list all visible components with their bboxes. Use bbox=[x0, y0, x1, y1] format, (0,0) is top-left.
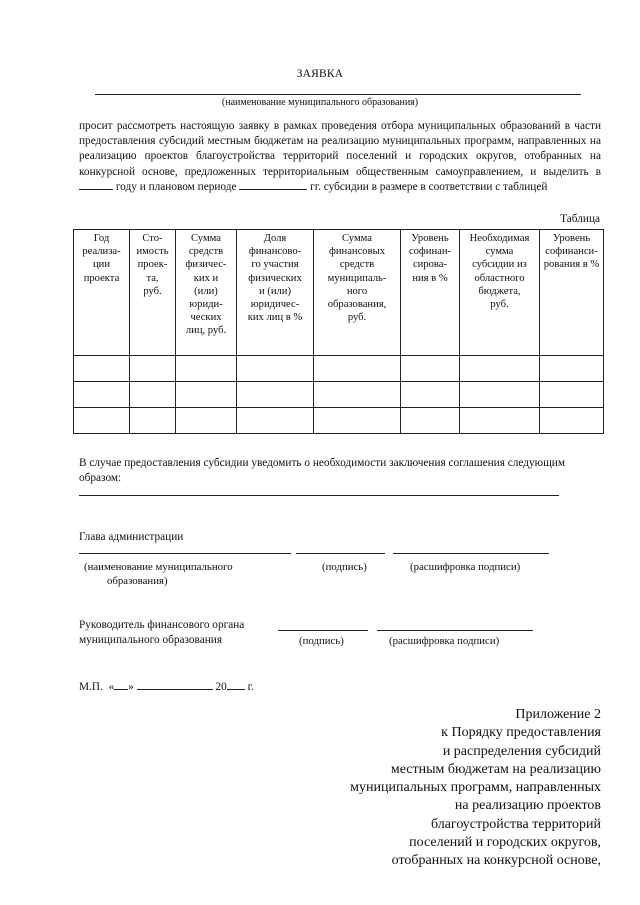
table-cell[interactable] bbox=[314, 382, 401, 408]
planning-period-blank bbox=[239, 189, 307, 190]
stamp-open-quote: « bbox=[108, 681, 115, 693]
head-admin-caption-name-1: (наименование муниципального bbox=[84, 561, 233, 573]
year-suffix-blank bbox=[227, 689, 245, 690]
table-cell[interactable] bbox=[176, 356, 237, 382]
appendix-line: благоустройства территорий bbox=[430, 816, 601, 832]
table-cell[interactable] bbox=[460, 356, 540, 382]
finance-head-decoding-line bbox=[377, 630, 533, 631]
table-cell[interactable] bbox=[237, 356, 314, 382]
intro-text-part3: гг. субсидии в размере в соответствии с таблицей bbox=[310, 180, 548, 193]
finance-head-signature-line bbox=[278, 630, 368, 631]
table-header-cell: Уровень софинанси- рования в % bbox=[540, 230, 604, 356]
table-cell[interactable] bbox=[74, 408, 130, 434]
table-cell[interactable] bbox=[460, 382, 540, 408]
head-admin-caption-name-2: образования) bbox=[107, 575, 168, 587]
day-blank bbox=[114, 689, 128, 690]
head-admin-signature-line bbox=[296, 553, 385, 554]
head-admin-caption-decoding: (расшифровка подписи) bbox=[410, 561, 521, 573]
intro-text-part1: просит рассмотреть настоящую заявку в рамках проведения отбора муниципальных образований в части предоставления субсидий местным бюджетам на реализацию муниципальных программ, направленных на реализацию проектов благоустройства территорий поселений и городских округов, отобранных на конкурсной основе, предложенных территориальным общественным самоуправлением, и выделить в bbox=[79, 120, 601, 178]
appendix-line: муниципальных программ, направленных bbox=[350, 780, 601, 796]
subsidy-table bbox=[73, 229, 604, 434]
table-header-cell: Сумма средств физичес- ких и (или) юриди- ческих лиц, руб. bbox=[176, 230, 237, 356]
table-row bbox=[74, 356, 604, 382]
table-cell[interactable] bbox=[401, 382, 460, 408]
table-cell[interactable] bbox=[540, 356, 604, 382]
table-header-cell: Год реализа- ции проекта bbox=[74, 230, 130, 356]
head-admin-decoding-line bbox=[393, 553, 549, 554]
finance-head-label-2: муниципального образования bbox=[79, 634, 223, 646]
table-header-cell: Уровень софинан- сирова- ния в % bbox=[401, 230, 460, 356]
stamp-year-prefix: 20 bbox=[215, 681, 227, 693]
table-header-row bbox=[74, 230, 604, 356]
table-header-cell: Сто- имость проек- та, руб. bbox=[130, 230, 176, 356]
head-admin-caption-signature: (подпись) bbox=[322, 561, 367, 573]
finance-head-label-1: Руководитель финансового органа bbox=[79, 619, 245, 631]
table-header-cell: Доля финансово- го участия физических и (или) юридичес- ких лиц в % bbox=[237, 230, 314, 356]
appendix-line: Приложение 2 bbox=[515, 707, 601, 722]
table-cell[interactable] bbox=[130, 408, 176, 434]
table-cell[interactable] bbox=[237, 382, 314, 408]
table-cell[interactable] bbox=[176, 382, 237, 408]
table-label: Таблица bbox=[560, 213, 600, 225]
stamp-line bbox=[79, 680, 254, 695]
intro-paragraph bbox=[79, 119, 601, 195]
appendix-line: поселений и городских округов, bbox=[409, 835, 601, 851]
table-cell[interactable] bbox=[74, 356, 130, 382]
table-cell[interactable] bbox=[130, 356, 176, 382]
table-row bbox=[74, 382, 604, 408]
table-cell[interactable] bbox=[540, 408, 604, 434]
table-cell[interactable] bbox=[176, 408, 237, 434]
appendix-line: и распределения субсидий bbox=[442, 743, 601, 759]
appendix-line: отобранных на конкурсной основе, bbox=[391, 853, 601, 869]
appendix-line: местным бюджетам на реализацию bbox=[390, 761, 601, 777]
table-cell[interactable] bbox=[540, 382, 604, 408]
notice-line bbox=[79, 495, 559, 496]
document-title: ЗАЯВКА bbox=[296, 68, 344, 80]
month-blank bbox=[137, 689, 213, 690]
notice-text: В случае предоставления субсидии уведомить о необходимости заключения соглашения следующим образом: bbox=[79, 457, 565, 484]
head-admin-name-line bbox=[79, 553, 291, 554]
table-cell[interactable] bbox=[237, 408, 314, 434]
finance-head-caption-signature: (подпись) bbox=[299, 635, 344, 647]
table-cell[interactable] bbox=[401, 356, 460, 382]
year-blank bbox=[79, 189, 113, 190]
finance-head-caption-decoding: (расшифровка подписи) bbox=[389, 635, 500, 647]
appendix-line: к Порядку предоставления bbox=[441, 725, 601, 741]
table-cell[interactable] bbox=[460, 408, 540, 434]
table-row bbox=[74, 408, 604, 434]
table-cell[interactable] bbox=[74, 382, 130, 408]
table-cell[interactable] bbox=[314, 356, 401, 382]
stamp-mp: М.П. bbox=[79, 681, 103, 693]
municipality-name-line bbox=[95, 94, 581, 95]
stamp-close-quote: » bbox=[128, 681, 134, 693]
table-cell[interactable] bbox=[130, 382, 176, 408]
head-admin-label: Глава администрации bbox=[79, 531, 184, 543]
stamp-year-suffix: г. bbox=[247, 681, 254, 693]
appendix-line: на реализацию проектов bbox=[454, 798, 601, 814]
appendix-block bbox=[301, 706, 601, 871]
table-header-cell: Необходимая сумма субсидии из областного бюджета, руб. bbox=[460, 230, 540, 356]
table-header-cell: Сумма финансовых средств муниципаль- ного образования, руб. bbox=[314, 230, 401, 356]
intro-text-part2: году и плановом периоде bbox=[115, 180, 237, 193]
table-cell[interactable] bbox=[314, 408, 401, 434]
table-cell[interactable] bbox=[401, 408, 460, 434]
municipality-caption: (наименование муниципального образования) bbox=[221, 97, 419, 108]
